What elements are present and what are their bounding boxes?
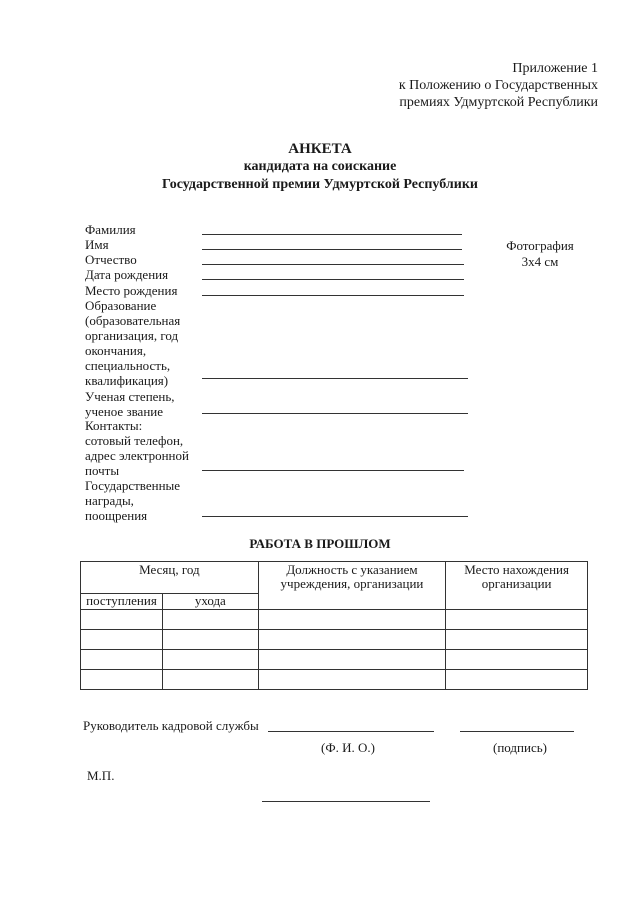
appendix-line-1: Приложение 1 <box>512 61 598 76</box>
bottom-signature-line[interactable] <box>262 801 430 802</box>
form-title-line-3: Государственной премии Удмуртской Республики <box>162 177 478 192</box>
birth-date-label: Дата рождения <box>85 267 169 282</box>
education-line[interactable] <box>202 378 468 379</box>
table-cell[interactable] <box>81 610 163 630</box>
education-label-line: окончания, <box>85 343 147 358</box>
birth-date-line[interactable] <box>202 279 464 280</box>
photo-placeholder <box>495 238 585 270</box>
form-title-main: АНКЕТА <box>288 141 352 157</box>
header-position-line: Должность с указанием <box>286 562 418 577</box>
birth-place-label: Место рождения <box>85 283 178 298</box>
signature-caption: (подпись) <box>493 740 547 755</box>
header-location-line: организации <box>481 576 552 591</box>
table-cell[interactable] <box>258 670 446 690</box>
education-label-line: организация, год <box>85 328 179 343</box>
appendix-line-2: к Положению о Государственных <box>398 78 598 93</box>
table-cell[interactable] <box>162 650 258 670</box>
hr-head-signature-line[interactable] <box>460 731 574 732</box>
table-cell[interactable] <box>446 670 588 690</box>
degree-line[interactable] <box>202 413 468 414</box>
table-cell[interactable] <box>81 650 163 670</box>
table-cell[interactable] <box>162 610 258 630</box>
awards-line[interactable] <box>202 516 468 517</box>
degree-label <box>85 389 175 419</box>
header-position <box>258 562 446 610</box>
table-cell[interactable] <box>446 650 588 670</box>
surname-line[interactable] <box>202 234 462 235</box>
table-header-row <box>81 562 588 594</box>
surname-label: Фамилия <box>85 222 136 237</box>
header-month-year: Месяц, год <box>81 562 259 594</box>
subheader-end: ухода <box>162 594 258 610</box>
education-label <box>85 298 180 388</box>
fio-caption: (Ф. И. О.) <box>321 740 375 755</box>
form-title-line-2: кандидата на соискание <box>243 159 397 174</box>
stamp-label: М.П. <box>87 768 115 783</box>
degree-label-line: ученое звание <box>85 404 163 419</box>
awards-label-line: награды, <box>85 493 134 508</box>
form-title <box>0 140 640 194</box>
subheader-start: поступления <box>81 594 163 610</box>
work-history-title: РАБОТА В ПРОШЛОМ <box>249 536 391 551</box>
appendix-line-3: премиях Удмуртской Республики <box>399 95 598 110</box>
education-label-line: специальность, <box>85 358 171 373</box>
contacts-label-line: сотовый телефон, <box>85 433 184 448</box>
photo-size: 3х4 см <box>521 254 559 269</box>
table-row <box>81 670 588 690</box>
table-cell[interactable] <box>258 610 446 630</box>
photo-label: Фотография <box>506 238 574 253</box>
awards-label-line: поощрения <box>85 508 148 523</box>
degree-label-line: Ученая степень, <box>85 389 175 404</box>
patronymic-label: Отчество <box>85 252 137 267</box>
hr-head-name-line[interactable] <box>268 731 434 732</box>
contacts-label <box>85 418 189 478</box>
birth-place-line[interactable] <box>202 295 464 296</box>
awards-label-line: Государственные <box>85 478 181 493</box>
table-row <box>81 650 588 670</box>
table-row <box>81 630 588 650</box>
awards-label <box>85 478 180 523</box>
patronymic-line[interactable] <box>202 264 464 265</box>
hr-head-label: Руководитель кадровой службы <box>83 718 259 733</box>
table-cell[interactable] <box>81 630 163 650</box>
header-position-line: учреждения, организации <box>280 576 424 591</box>
table-cell[interactable] <box>162 670 258 690</box>
contacts-label-line: Контакты: <box>85 418 143 433</box>
table-cell[interactable] <box>446 630 588 650</box>
name-label: Имя <box>85 237 109 252</box>
header-location-line: Место нахождения <box>464 562 569 577</box>
appendix-header <box>399 60 598 111</box>
contacts-line[interactable] <box>202 470 464 471</box>
table-cell[interactable] <box>81 670 163 690</box>
name-line[interactable] <box>202 249 462 250</box>
work-history-table <box>80 561 588 690</box>
table-cell[interactable] <box>258 650 446 670</box>
table-cell[interactable] <box>162 630 258 650</box>
table-cell[interactable] <box>258 630 446 650</box>
education-label-line: Образование <box>85 298 157 313</box>
education-label-line: (образовательная <box>85 313 181 328</box>
header-location <box>446 562 588 610</box>
contacts-label-line: почты <box>85 463 120 478</box>
education-label-line: квалификация) <box>85 373 169 388</box>
table-row <box>81 610 588 630</box>
table-cell[interactable] <box>446 610 588 630</box>
contacts-label-line: адрес электронной <box>85 448 189 463</box>
